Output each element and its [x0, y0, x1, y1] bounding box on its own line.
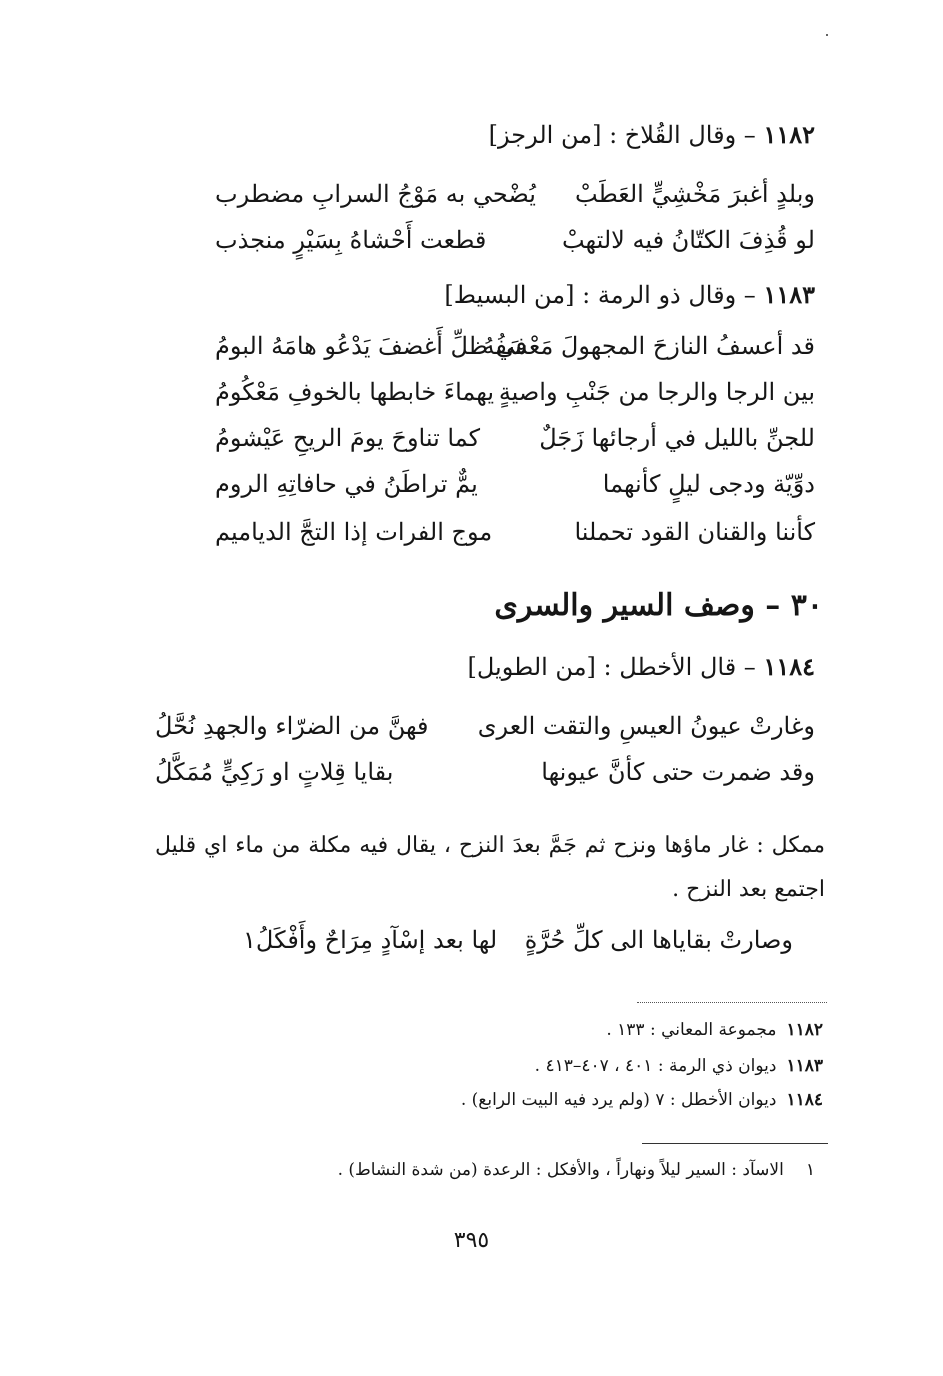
verse-second-hemistich: موج الفرات إذا التجَّ الدياميم [215, 518, 493, 546]
verse-first-hemistich: بين الرجا والرجا من جَنْبِ واصيةٍ [498, 378, 815, 406]
verse-second-hemistich: يهماءَ خابطها بالخوفِ مَعْكُومُ [215, 378, 495, 406]
footnote [338, 1160, 815, 1180]
verse-first-hemistich: دوِّيّة ودجى ليلٍ كأنهما [602, 470, 815, 498]
poem-number: ١١٨٢ [763, 120, 815, 149]
source-text: ديوان الأخطل : ٧ (ولم يرد فيه البيت الرابع) . [460, 1090, 777, 1110]
verse-first-hemistich: للجنِّ بالليل في أرجائها زَجَلٌ [539, 424, 815, 452]
poem-number: ١١٨٣ [763, 280, 815, 309]
poem-attribution: – قال الأخطل : [من الطويل] [467, 653, 756, 681]
source-number: ١١٨٢ [786, 1020, 823, 1040]
poem-1182-heading [489, 120, 815, 149]
verse-first-hemistich: كأننا والقنان القود تحملنا [574, 518, 815, 546]
verse-line [215, 332, 815, 372]
verse-first-hemistich: لو قُذِفَ الكتّانُ فيه لالتهبْ [561, 226, 815, 254]
verse-line [215, 378, 815, 418]
verse-line [215, 518, 815, 558]
poem-number: ١١٨٤ [763, 652, 815, 681]
verse-line [155, 712, 815, 752]
sources-divider [637, 1002, 827, 1003]
verse-first-hemistich: وغارتْ عيونُ العيسِ والتقت العرى [477, 712, 815, 740]
verse-second-hemistich: يمٌّ تراطَنُ في حافاتِهِ الروم [215, 470, 478, 498]
verse-first-hemistich: وقد ضمرت حتى كأنَّ عيونها [541, 758, 815, 786]
stray-dot [826, 34, 828, 36]
verse-second-hemistich: لها بعد إسْآدٍ مِرَاحٌ وأَفْكَلُ١ [243, 926, 498, 954]
verse-first-hemistich: وصارتْ بقاياها الى كلِّ حُرَّةٍ [524, 926, 793, 954]
footnote-text: الاسآد : السير ليلاً ونهاراً ، والأفكل : الرعدة (من شدة النشاط) . [337, 1160, 784, 1180]
source-text: مجموعة المعاني : ١٣٣ . [606, 1020, 777, 1040]
verse-line [215, 226, 815, 266]
verse-second-hemistich: فهنَّ من الضرّاء والجهدِ نُحَّلُ [155, 712, 429, 740]
verse-second-hemistich: في ظلِّ أَغضفَ يَدْعُو هامَهُ البومُ [215, 332, 527, 360]
page-number: ٣٩٥ [453, 1228, 490, 1253]
section-title: ٣٠ – وصف السير والسرى [494, 588, 823, 623]
footnote-mark: ١ [805, 1160, 815, 1180]
source-number: ١١٨٣ [786, 1056, 823, 1076]
poem-attribution: – وقال ذو الرمة : [من البسيط] [444, 281, 756, 309]
verse-first-hemistich: قد أعسفُ النازحَ المجهولَ مَعْسَفُهُ [482, 332, 815, 360]
source-entry [606, 1020, 823, 1040]
poem-1183-heading [444, 280, 815, 309]
source-entry [461, 1090, 823, 1110]
verse-second-hemistich: بقايا قِلاتٍ او رَكِيٍّ مُمَكَّلُ [155, 758, 394, 786]
verse-line [155, 758, 815, 798]
verse-line [215, 424, 815, 464]
verse-line [243, 926, 793, 966]
gloss-paragraph: ممكل : غار ماؤها ونزح ثم جَمَّ بعدَ النزح ، يقال فيه مكلة من ماء اي قليل اجتمع بعد النزح . [155, 833, 825, 902]
source-number: ١١٨٤ [786, 1090, 823, 1110]
poem-attribution: – وقال القُلاخ : [من الرجز] [488, 121, 756, 149]
poem-1184-heading [468, 652, 815, 681]
source-entry [535, 1056, 823, 1076]
verse-second-hemistich: قطعت أَحْشاهُ بِسَيْرٍ منجذب [215, 226, 487, 254]
verse-second-hemistich: كما تناوحَ يومَ الريحِ عَيْشومُ [215, 424, 481, 452]
verse-line [215, 180, 815, 220]
verse-first-hemistich: وبلدٍ أغبرَ مَخْشِيٍّ العَطَبْ [575, 180, 815, 208]
verse-second-hemistich: يُضْحي به مَوْجُ السرابِ مضطرب [215, 180, 536, 208]
source-text: ديوان ذي الرمة : ٤٠١ ، ٤٠٧–٤١٣ . [534, 1056, 777, 1076]
footnote-divider [642, 1143, 828, 1144]
verse-line [215, 470, 815, 510]
